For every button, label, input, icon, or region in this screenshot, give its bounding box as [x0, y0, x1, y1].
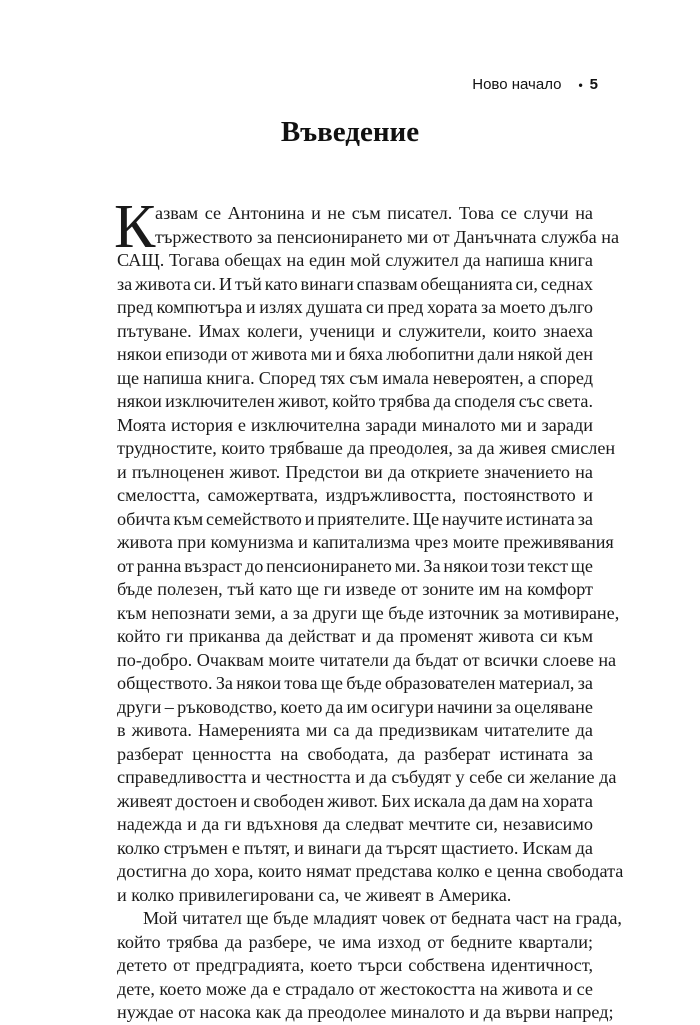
drop-cap: К: [114, 193, 156, 261]
text-line: и колко привилегировани са, че живеят в Америка.: [117, 884, 512, 905]
text-line: някои епизоди от живота ми и бяха любопитни дали някой ден: [117, 344, 593, 364]
text-line: някои изключителен живот, който трябва да споделя със света.: [117, 391, 593, 411]
chapter-title: Въведение: [280, 116, 420, 148]
text-line: нуждае от насока как да преодолее миналото и да върви напред;: [117, 1002, 614, 1022]
header-bullet: •: [578, 78, 583, 92]
text-line: пътуване. Имах колеги, ученици и служители, които знаеха: [117, 320, 593, 341]
text-line: дете, което може да е страдало от жестокостта на живота и се: [117, 978, 593, 999]
text-line: бъде полезен, тъй като ще ги изведе от зоните им на комфорт: [117, 579, 593, 599]
text-line: справедливостта и честността и да събудят у себе си желание да: [117, 767, 617, 787]
text-line: Моята история е изключителна заради миналото ми и заради: [117, 414, 593, 435]
text-line: САЩ. Тогава обещах на един мой служител да напиша книга: [117, 250, 593, 270]
text-line: който трябва да разбере, че има изход от бедните квартали;: [117, 931, 593, 952]
text-line: от ранна възраст до пенсионирането ми. За някои този текст ще: [117, 555, 593, 576]
text-line: Мой читател ще бъде младият човек от бедната част на града,: [143, 908, 622, 928]
text-line: разберат ценността на свободата, да разберат истината за: [117, 743, 593, 764]
text-line: детето от предградията, което търси собствена идентичност,: [117, 955, 593, 975]
text-line: в живота. Намеренията ми са да предизвикам читателите да: [117, 720, 593, 740]
text-line: смелостта, саможертвата, издръжливостта, постоянството и: [117, 485, 593, 505]
text-line: ще напиша книга. Според тях съм имала невероятен, а според: [117, 367, 593, 388]
text-line: достигна до хора, които нямат представа колко е ценна свободата: [117, 861, 624, 881]
text-line: живеят достоен и свободен живот. Бих искала да дам на хората: [117, 790, 593, 811]
body-text: [114, 193, 624, 1025]
text-line: живота при комунизма и капитализма чрез моите преживявания: [117, 532, 614, 552]
running-title: Ново начало: [472, 76, 562, 93]
text-line: колко стръмен е пътят, и винаги да търсят щастието. Искам да: [117, 837, 593, 858]
paragraphs: [117, 202, 624, 1025]
text-line: тържеството за пенсионирането ми от Данъчната служба на: [155, 226, 620, 247]
text-line: трудностите, които трябваше да преодолея, за да живея смислен: [117, 438, 616, 458]
text-line: за живота си. И тъй като винаги спазвам обещанията си, седнах: [117, 273, 593, 294]
paragraph: [117, 202, 624, 907]
paragraph: [117, 907, 622, 1025]
text-line: азвам се Антонина и не съм писател. Това се случи на: [155, 203, 593, 223]
text-line: по-добро. Очаквам моите читатели да бъдат от всички слоеве на: [117, 649, 617, 670]
page-number: 5: [589, 76, 598, 93]
running-header: [472, 76, 598, 93]
text-line: други – ръководство, което да им осигури начини за оцеляване: [117, 696, 593, 717]
text-line: пред компютъра и излях душата си пред хората за моето дълго: [117, 297, 593, 317]
text-line: надежда и да ги вдъхновя да следват мечтите си, независимо: [117, 814, 593, 834]
text-line: и пълноценен живот. Предстои ви да откриете значението на: [117, 461, 593, 482]
text-line: към непознати земи, а за други ще бъде източник за мотивиране,: [117, 602, 620, 623]
text-line: който ги приканва да действат и да променят живота си към: [117, 626, 593, 646]
text-line: обичта към семейството и приятелите. Ще научите истината за: [117, 508, 593, 529]
text-line: обществото. За някои това ще бъде образователен материал, за: [117, 673, 593, 693]
